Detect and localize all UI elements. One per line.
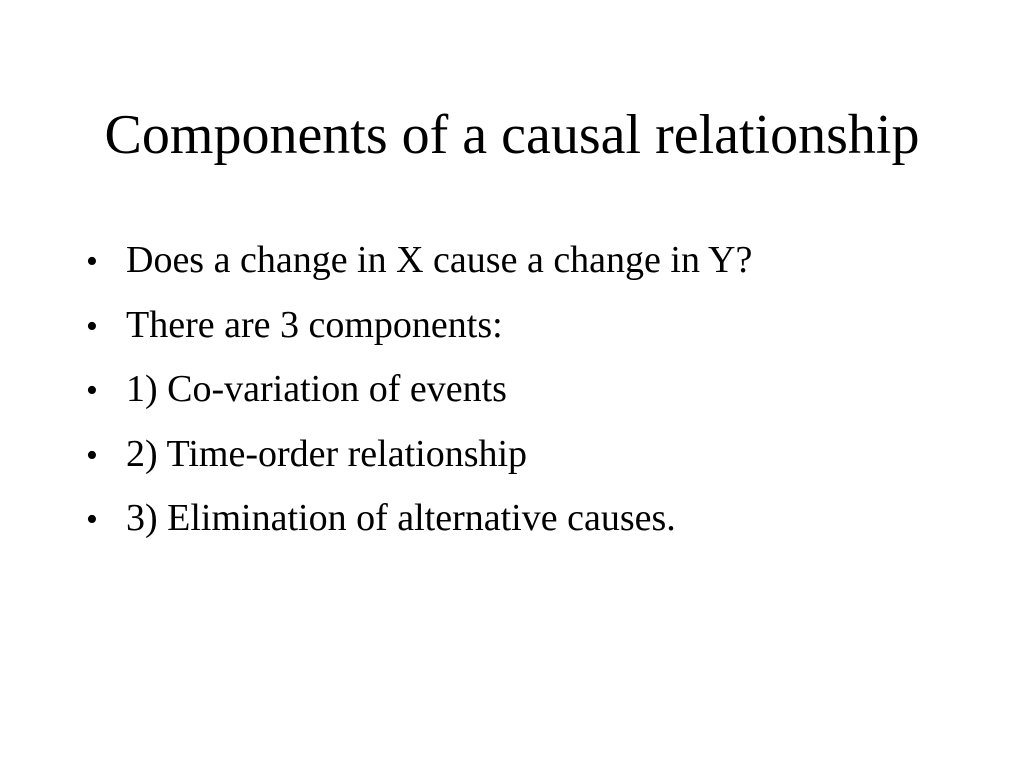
list-item [86,357,752,422]
bullet-icon: • [86,372,98,409]
bullet-text: 3) Elimination of alternative causes. [126,497,676,539]
bullet-icon: • [86,307,98,345]
bullet-text: There are 3 components: [126,303,503,346]
slide-title: Components of a causal relationship [104,104,920,166]
bullet-text: 1) Co-variation of events [126,368,507,410]
bullet-icon: • [86,501,98,538]
list-item [86,422,752,487]
list-item [86,228,752,293]
bullet-list [86,228,752,551]
bullet-text: Does a change in X cause a change in Y? [126,239,753,281]
bullet-icon: • [86,243,98,280]
list-item [86,486,752,551]
bullet-text: 2) Time-order relationship [126,432,528,475]
bullet-icon: • [86,436,98,474]
list-item [86,293,752,358]
